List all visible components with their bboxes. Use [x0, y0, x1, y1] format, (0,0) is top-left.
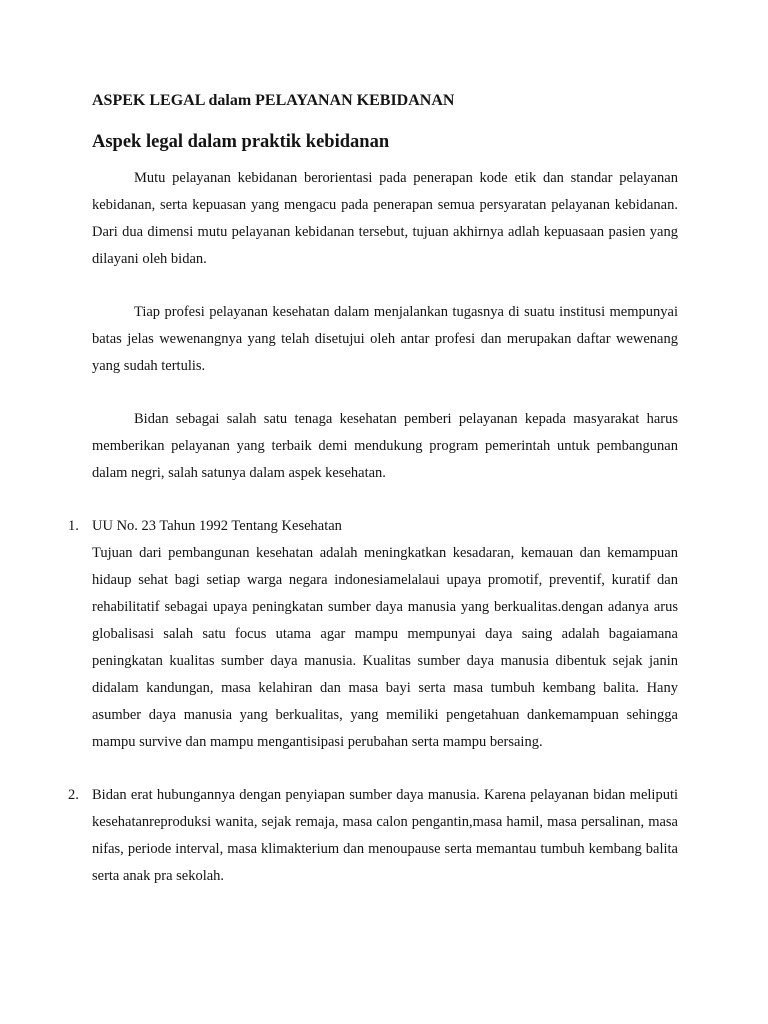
list-item-heading: UU No. 23 Tahun 1992 Tentang Kesehatan	[92, 518, 342, 534]
paragraph-3: Bidan sebagai salah satu tenaga kesehatan pemberi pelayanan kepada masyarakat harus memberikan pelayanan yang terbaik demi mendukung program pemerintah untuk pembangunan dalam negri, salah satunya dalam aspek kesehatan.	[92, 411, 678, 481]
list-item-text: Tujuan dari pembangunan kesehatan adalah meningkatkan kesadaran, kemauan dan kemampuan hidaup sehat bagi setiap warga negara indonesiamelalaui upaya promotif, preventif, kuratif dan rehabilitatif sebagai upaya peningkatan sumber daya manusia yang berkualitas.dengan adanya arus globalisasi salah satu focus utama agar mampu mempunyai daya saing adalah bagaiamana peningkatan kualitas sumber daya manusia. Kualitas sumber daya manusia dibentuk sejak janin didalam kandungan, masa kelahiran dan masa bayi serta masa tumbuh kembang balita. Hany asumber daya manusia yang berkualitas, yang memiliki pengetahuan dankemampuan sehingga mampu survive dan mampu mengantisipasi perubahan serta mampu bersaing.	[92, 545, 678, 750]
list-marker: 1.	[68, 518, 79, 534]
document-title: ASPEK LEGAL dalam PELAYANAN KEBIDANAN	[92, 92, 455, 109]
list-item-text: Bidan erat hubungannya dengan penyiapan sumber daya manusia. Karena pelayanan bidan meliputi kesehatanreproduksi wanita, sejak remaja, masa calon pengantin,masa hamil, masa persalinan, masa nifas, periode interval, masa klimakterium dan menoupause serta memantau tumbuh kembang balita serta anak pra sekolah.	[92, 787, 678, 884]
paragraph-2: Tiap profesi pelayanan kesehatan dalam menjalankan tugasnya di suatu institusi mempunyai batas jelas wewenangnya yang telah disetujui oleh antar profesi dan merupakan daftar wewenang yang sudah tertulis.	[92, 304, 678, 374]
paragraph-1: Mutu pelayanan kebidanan berorientasi pada penerapan kode etik dan standar pelayanan kebidanan, serta kepuasan yang mengacu pada penerapan semua persyaratan pelayanan kebidanan. Dari dua dimensi mutu pelayanan kebidanan tersebut, tujuan akhirnya adlah kepuasaan pasien yang dilayani oleh bidan.	[92, 170, 678, 267]
section-heading: Aspek legal dalam praktik kebidanan	[92, 132, 390, 152]
list-item-body	[92, 782, 678, 890]
list-item-body	[92, 513, 678, 756]
list-marker: 2.	[68, 787, 79, 803]
